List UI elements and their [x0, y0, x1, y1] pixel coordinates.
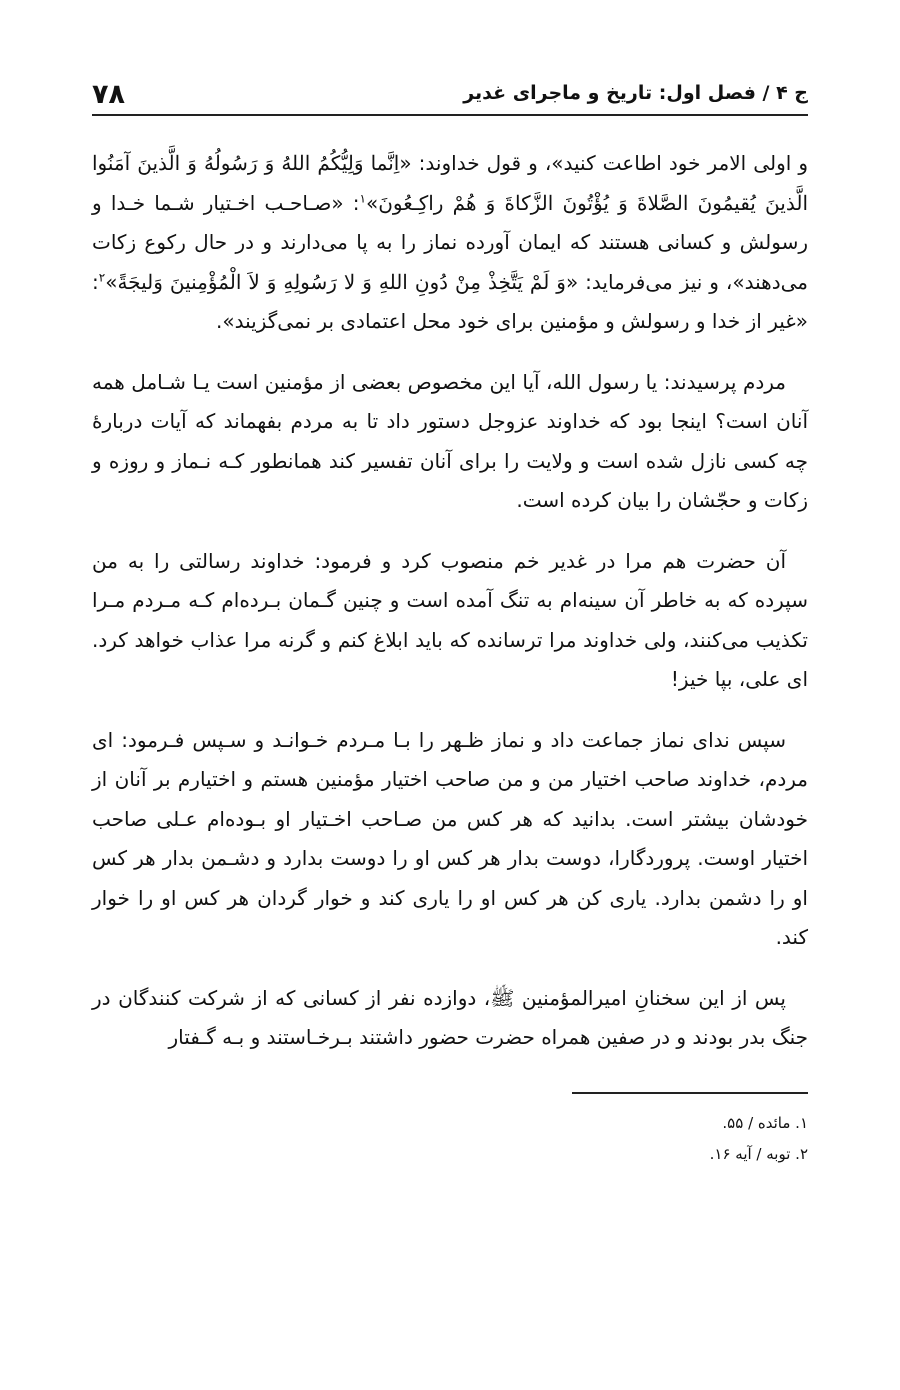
- quran-verse-2: وَ لَمْ یَتَّخِذْ مِنْ دُونِ اللهِ وَ لا رَسُولِهِ وَ لاَ الْمُؤْمِنینَ وَلیجَةً: [117, 269, 566, 294]
- footnote-ref-2[interactable]: ۲: [98, 269, 106, 284]
- footnote-ref-1[interactable]: ۱: [359, 190, 366, 205]
- text-run: : «صـاحـب اخـتیار شـما خـدا و رسولش و کسانی هستند که ایمان آورده نماز را به پا می‌دارند و در حال رکوع زکات می‌دهند»، و نیز می‌فرماید: «: [92, 190, 808, 294]
- page-header: [92, 68, 808, 108]
- text-run: و اولی الامر خود اطاعت کنید»، و قول خداوند: «: [399, 151, 808, 175]
- paragraph-4: سپس ندای نماز جماعت داد و نماز ظـهر را بـا مـردم خـوانـد و سـپس فـرمود: ای مردم، خداوند صاحب اختیار من و من صاحب اختیار مؤمنین هستم و اختیارم بر آنان از خودشان بیشتر است. بدانید که هر کس من صـاحب اخـتیار او بـوده‌ام عـلی صاحب اختیار اوست. پروردگارا، دوست بدار هر کس او را دوست بدارد و دشـمن بدار هر کس او را دشمن بدارد. یاری کن هر کس او را یاری کند و خوار گردان هر کس او را خوار کند.: [92, 727, 808, 949]
- text-run: »: [365, 190, 379, 215]
- paragraph-3: آن حضرت هم مرا در غدیر خم منصوب کرد و فرمود: خداوند رسالتی را به من سپرده که به خاطر آن سینه‌ام به تنگ آمده است و چنین گـمان بـرده‌ام کـه مـردم مـرا تکذیب می‌کنند، ولی خداوند مرا ترسانده که باید ابلاغ کنم و گرنه مرا عذاب خواهد کرد. ای علی، بپا خیز!: [92, 548, 808, 691]
- running-head: ج ۴ / فصل اول: تاریخ و ماجرای غدیر: [463, 82, 808, 104]
- quran-verse-1: اِنَّما وَلِیُّکُمُ اللهُ وَ رَسُولُهُ وَ الَّذینَ آمَنُوا الَّذینَ یُقیمُونَ الصَّلاةَ وَ یُؤْتُونَ الزَّکاةَ وَ هُمْ راکِـعُونَ: [92, 151, 808, 215]
- text-run: »: [105, 269, 118, 294]
- paragraph-5: پس از این سخنانِ امیرالمؤمنین ﷺ، دوازده نفر از کسانی که از شرکت کنندگان در جنگ بدر بودند و در صفین همراه حضرت حضور داشتند بـرخـاستند و بـه گـفتار: [92, 985, 808, 1049]
- paragraph-1: [92, 144, 808, 342]
- book-page: [92, 68, 808, 1170]
- paragraph-2: مردم پرسیدند: یا رسول الله، آیا این مخصوص بعضی از مؤمنین است یـا شـامل همه آنان است؟ اینجا بود که خداوند عزوجل دستور داد تا به مردم بفهماند که آیات دربارهٔ چه کسی نازل شده است و ولایت را برای آنان تفسیر کند همانطور کـه نـماز و روزه و زکات و حجّشان را بیان کرده است.: [92, 369, 808, 512]
- page-number: ۷۸: [92, 79, 125, 110]
- header-rule: [92, 114, 808, 116]
- footnote-2: ۲. توبه / آیه ۱۶.: [709, 1144, 808, 1163]
- footnote-1: ۱. مائده / ۵۵.: [722, 1113, 808, 1132]
- footnotes: [92, 1108, 808, 1170]
- text-run: : «غیر از خدا و رسولش و مؤمنین برای خود محل اعتمادی بر نمی‌گزیند».: [92, 269, 808, 333]
- footnote-rule: [572, 1092, 808, 1094]
- body-text: [92, 144, 808, 1058]
